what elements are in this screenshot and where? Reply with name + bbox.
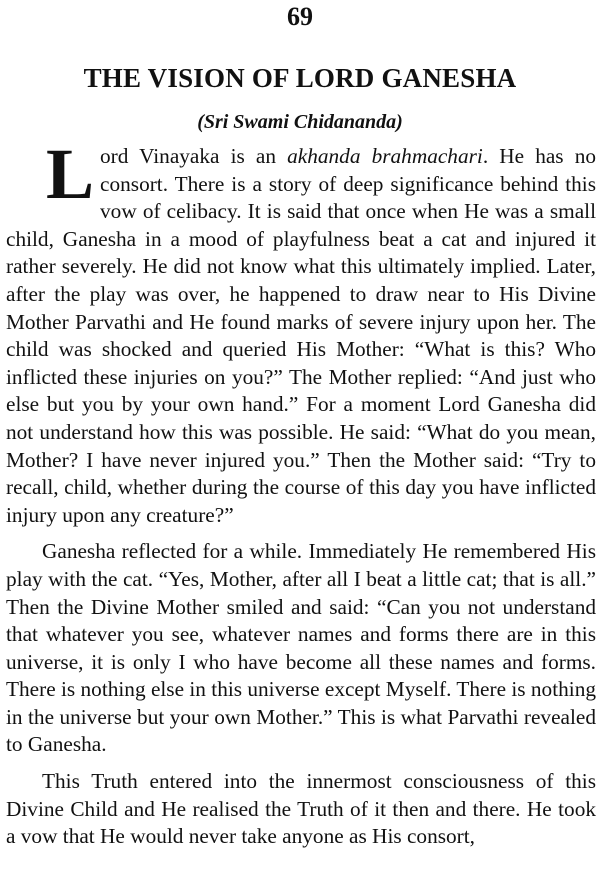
drop-cap: L <box>46 134 95 214</box>
italic-term: akhanda brahmachari <box>287 144 483 168</box>
body-text <box>6 134 596 851</box>
paragraph-1 <box>6 134 596 529</box>
paragraph-1-text-start: ord Vinayaka is an <box>100 144 288 168</box>
page-number: 69 <box>287 2 313 31</box>
paragraph-3: This Truth entered into the innermost consciousness of this Divine Child and He realised the Truth of it then and there. He took a vow that He would never take anyone as His consort, <box>6 769 596 849</box>
paragraph-1-text-rest: . He has no consort. There is a story of deep significance behind this vow of celibacy. It is said that once when He was a small child, Ganesha in a mood of playfulness beat a cat and injured it rather severely. He did not know what this ultimately implied. Later, after the play was over, he happened to draw near to His Divine Mother Parvathi and He found marks of severe injury upon her. The child was shocked and queried His Mother: “What is this? Who inflicted these injuries on you?” The Mother replied: “And just who else but you by your own hand.” For a moment Lord Ganesha did not understand how this was possible. He said: “What do you mean, Mother? I have never injured you.” Then the Mother said: “Try to recall, child, whether during the course of this day you have inflicted injury upon any creature?” <box>6 144 596 527</box>
chapter-title: THE VISION OF LORD GANESHA <box>83 63 517 93</box>
paragraph-2: Ganesha reflected for a while. Immediately He remembered His play with the cat. “Yes, Mother, after all I beat a little cat; that is all.” Then the Divine Mother smiled and said: “Can you not understand that whatever you see, whatever names and forms there are in this universe, it is only I who have become all these names and forms. There is nothing else in this universe except Myself. There is nothing in the universe but your own Mother.” This is what Parvathi revealed to Ganesha. <box>6 539 596 757</box>
author-byline: (Sri Swami Chidananda) <box>197 111 403 133</box>
